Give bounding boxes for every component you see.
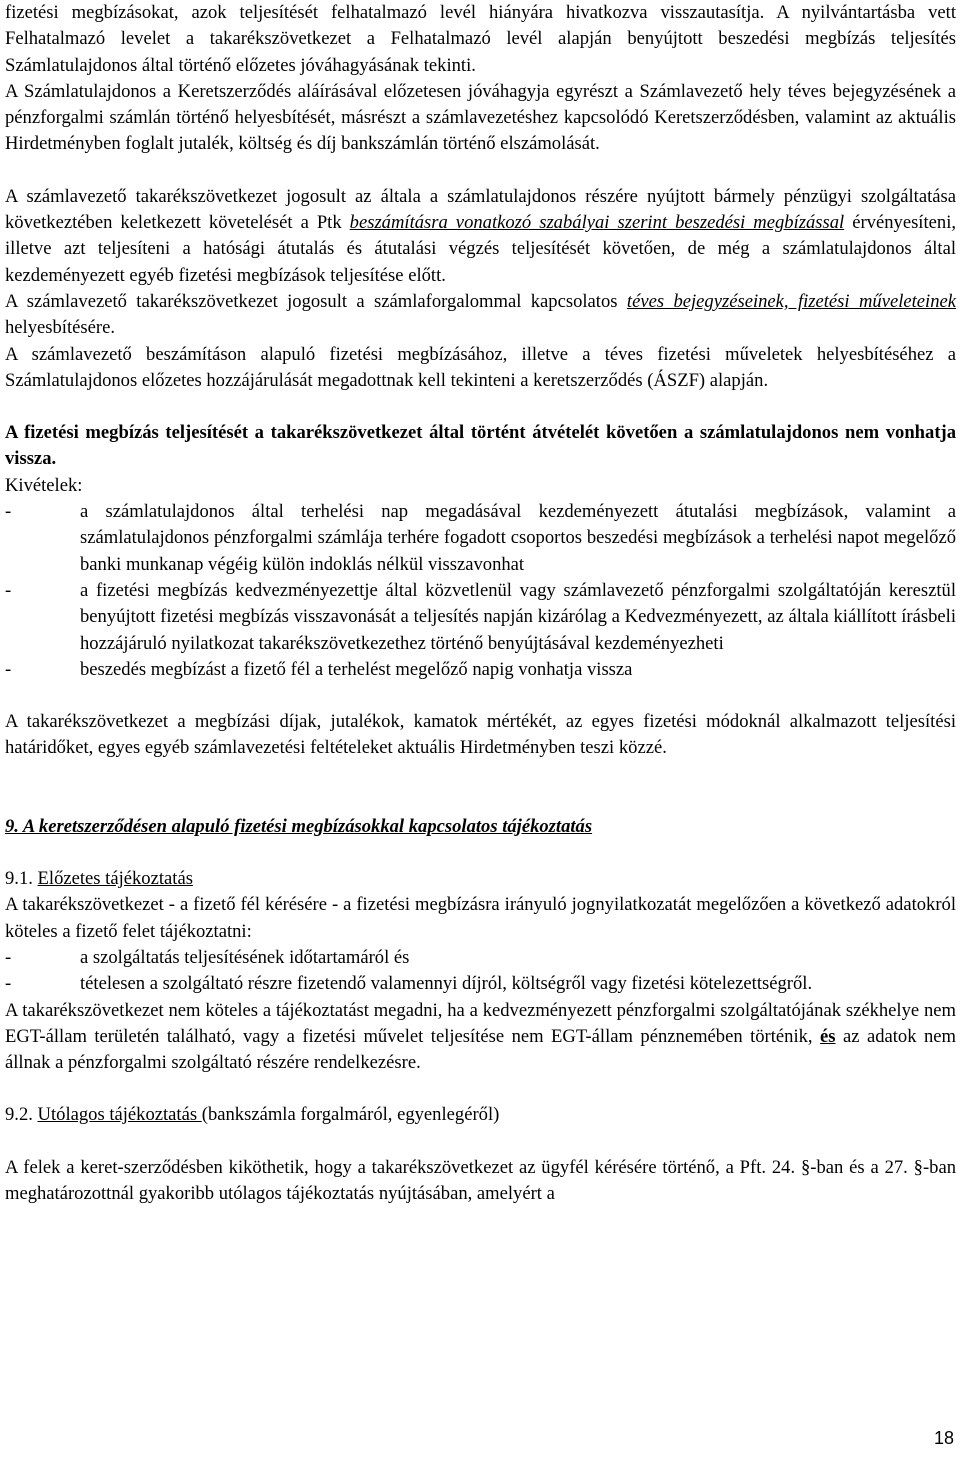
paragraph-authorization-letter: fizetési megbízásokat, azok teljesítését felhatalmazó levél hiányára hivatkozva visszautasítja. A nyilvántartásba vett Felhatalmazó levelet a takarékszövetkezet a Felhatalmazó levél alapján benyújtott beszedési megbízás teljesítés Számlatulajdonos által történő előzetes jóváhagyásának tekinti. bbox=[5, 2, 956, 76]
list-dash: - bbox=[5, 658, 12, 680]
text-segment: érvényesíteni, illetve azt teljesíteni a hatósági átutalás és átutalási végzés teljesítését követően, de még a számlatulajdonos által kezdeményezett egyéb fizetési megbízások teljesítése előtt. bbox=[5, 212, 957, 286]
list-item-text: a szolgáltatás teljesítésének időtartamáról és bbox=[80, 946, 410, 968]
section-number: 9.1. bbox=[5, 868, 38, 890]
paragraph-account-holder-approval: A Számlatulajdonos a Keretszerződés aláírásával előzetesen jóváhagyja egyrészt a Számlavezető hely téves bejegyzésének a pénzforgalmi számlán történő helyesbítését, másrészt a számlavezetéshez kapcsolódó Keretszerződésben, valamint az aktuális Hirdetményben foglalt jutalék, költség és díj bankszámlán történő elszámolását. bbox=[5, 80, 956, 155]
text-segment: A számlavezető takarékszövetkezet jogosult az általa a számlatulajdonos részére nyújtott bármely pénzügyi szolgáltatása következtében keletkezett követelését a Ptk bbox=[5, 185, 956, 234]
list-item bbox=[5, 499, 956, 578]
list-item-text: a számlatulajdonos által terhelési nap megadásával kezdeményezett átutalási megbízások, valamint a számlatulajdonos pénzforgalmi számlája terhére fogadott csoportos beszedési megbízások a terhelési napot megelőző banki munkanap végéig külön indoklás nélkül visszavonhat bbox=[80, 501, 956, 575]
list-item bbox=[5, 578, 956, 657]
section-title: Utólagos tájékoztatás bbox=[37, 1104, 202, 1126]
paragraph-offset-right bbox=[5, 184, 956, 289]
list-dash: - bbox=[5, 946, 12, 968]
emphasis-es: és bbox=[820, 1025, 836, 1047]
list-item-text: a fizetési megbízás kedvezményezettje által közvetlenül vagy számlavezető pénzforgalmi szolgáltatóján keresztül benyújtott fizetési megbízás visszavonását a teljesítés napján kizárólag a Kedvezményezett, az általa kiállított írásbeli hozzájáruló nyilatkozat takarékszövetkezethez történő benyújtásával kezdeményezheti bbox=[80, 579, 956, 654]
section-9-2-paragraph: A felek a keret-szerződésben kiköthetik, hogy a takarékszövetkezet az ügyfél kérésére történő, a Pft. 24. §-ban és a 27. §-ban meghatározottnál gyakoribb utólagos tájékoztatás nyújtásában, amelyért a bbox=[5, 1156, 956, 1204]
section-9-1-title bbox=[5, 866, 956, 892]
list-item bbox=[5, 657, 956, 683]
section-9-heading: 9. A keretszerződésen alapuló fizetési megbízásokkal kapcsolatos tájékoztatás bbox=[5, 815, 593, 837]
text-segment: A takarékszövetkezet nem köteles a tájékoztatást megadni, ha a kedvezményezett pénzforgalmi szolgáltatójának székhelye nem EGT-állam területén található, vagy a fizetési művelet teljesítése nem EGT-állam pénznemében történik, bbox=[5, 999, 956, 1047]
text-segment: az adatok nem állnak a pénzforgalmi szolgáltató részére rendelkezésre. bbox=[5, 1025, 956, 1074]
text-segment: A számlavezető takarékszövetkezet jogosult a számlaforgalommal kapcsolatos bbox=[5, 290, 627, 312]
offset-rules-reference: beszámításra vonatkozó szabályai szerint beszedési megbízással bbox=[349, 212, 845, 234]
document-page bbox=[5, 0, 956, 1207]
exceptions-label: Kivételek: bbox=[5, 474, 83, 496]
list-dash: - bbox=[5, 579, 12, 601]
text-segment: helyesbítésére. bbox=[5, 317, 115, 339]
paragraph-prior-consent: A számlavezető beszámításon alapuló fizetési megbízásához, illetve a téves fizetési műveletek helyesbítéséhez a Számlatulajdonos előzetes hozzájárulását megadottnak kell tekinteni a keretszerződés (ÁSZF) alapján. bbox=[5, 343, 956, 391]
erroneous-entries-reference: téves bejegyzéseinek, fizetési műveleteinek bbox=[626, 290, 957, 312]
page-number: 18 bbox=[933, 1428, 954, 1448]
section-title: Előzetes tájékoztatás bbox=[37, 868, 193, 890]
paragraph-fee-publication: A takarékszövetkezet a megbízási díjak, jutalékok, kamatok mértékét, az egyes fizetési módoknál alkalmazott teljesítési határidőket, egyes egyéb számlavezetési feltételeket aktuális Hirdetményben teszi közzé. bbox=[5, 711, 956, 759]
list-item-text: tételesen a szolgáltató részre fizetendő valamennyi díjról, költségről vagy fizetési kötelezettségről. bbox=[80, 973, 813, 995]
list-item-text: beszedés megbízást a fizető fél a terhelést megelőző napig vonhatja vissza bbox=[80, 658, 633, 680]
section-9-1-exemption bbox=[5, 998, 956, 1077]
paragraph-irrevocability: A fizetési megbízás teljesítését a takarékszövetkezet által történt átvételét követően a számlatulajdonos nem vonhatja vissza. bbox=[5, 422, 956, 470]
section-9-2-title bbox=[5, 1102, 956, 1128]
list-item bbox=[5, 945, 956, 971]
list-dash: - bbox=[5, 973, 12, 995]
list-dash: - bbox=[5, 501, 12, 523]
paragraph-correction-right bbox=[5, 289, 956, 342]
section-9-1-intro: A takarékszövetkezet - a fizető fél kérésére - a fizetési megbízásra irányuló jognyilatkozatát megelőzően a következő adatokról köteles a fizető felet tájékoztatni: bbox=[5, 894, 956, 942]
section-number: 9.2. bbox=[5, 1104, 38, 1126]
section-title-rest: (bankszámla forgalmáról, egyenlegéről) bbox=[201, 1104, 500, 1126]
list-item bbox=[5, 971, 956, 997]
